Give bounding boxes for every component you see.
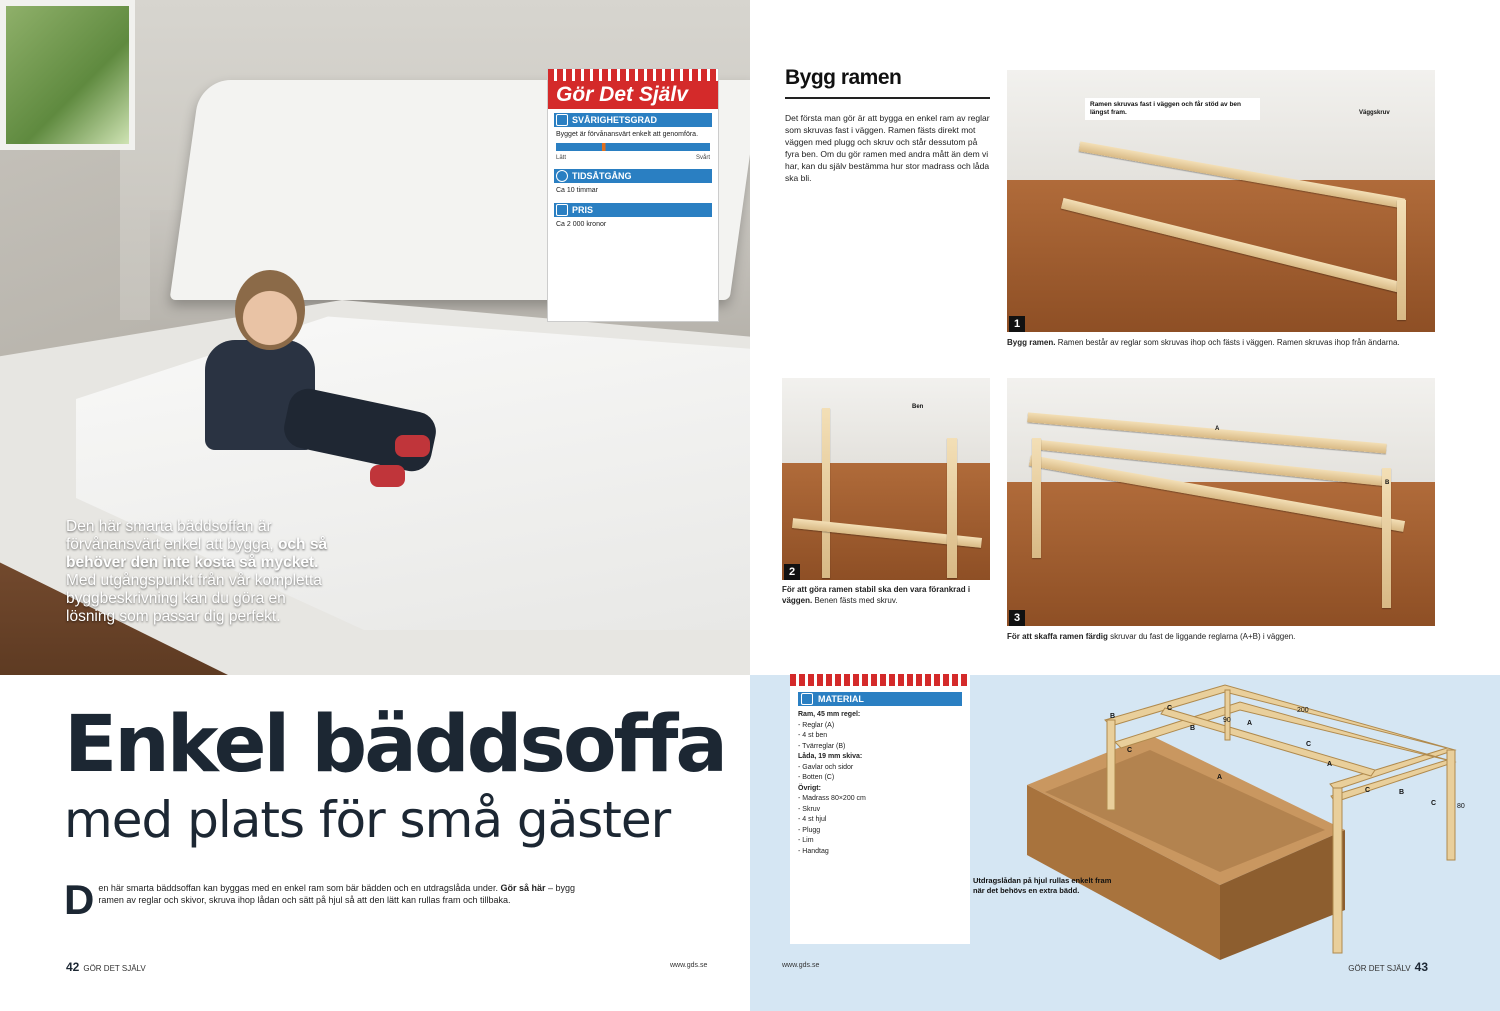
diagram-part-label: A bbox=[1217, 774, 1223, 781]
badge-stripe bbox=[548, 69, 718, 81]
clock-icon bbox=[556, 170, 568, 182]
photo2-caption: För att göra ramen stabil ska den vara förankrad i väggen. Benen fästs med skruv. bbox=[782, 585, 971, 605]
article-title: Enkel bäddsoffa bbox=[64, 700, 726, 790]
footer-url-right: www.gds.se bbox=[782, 962, 820, 969]
materials-item: - Gavlar och sidor bbox=[798, 763, 854, 771]
materials-item: - Handtag bbox=[798, 847, 829, 855]
materials-item: Ram, 45 mm regel: bbox=[798, 711, 861, 718]
diagram-part-label: C bbox=[1167, 705, 1173, 712]
diagram-part-label: C bbox=[1306, 741, 1312, 748]
dropcap: D bbox=[64, 876, 95, 923]
materials-list bbox=[798, 710, 962, 857]
footer-left bbox=[66, 960, 146, 974]
right-page bbox=[750, 0, 1500, 1011]
magazine-logo: Gör Det Själv bbox=[548, 81, 718, 109]
photo1-callout: Ramen skruvas fast i väggen och får stöd av ben längst fram. bbox=[1085, 98, 1260, 120]
diagram-part-label: A bbox=[1327, 761, 1333, 768]
materials-item: - Plugg bbox=[798, 826, 821, 834]
diagram-dimension: 90 bbox=[1223, 717, 1231, 724]
diagram-part-label: B bbox=[1190, 725, 1196, 732]
info-badge bbox=[547, 68, 719, 322]
section-rule bbox=[785, 97, 990, 99]
frame-diagram bbox=[1015, 680, 1485, 960]
diagram-part-label: C bbox=[1365, 787, 1371, 794]
price-value: Ca 2 000 kronor bbox=[556, 221, 607, 228]
hero-caption: Den här smarta bäddsoffan är förvånansvärt enkel att bygga, och så behöver den inte kosta så mycket. Med utgångspunkt från vår kompletta byggbeskrivning kan du göra en lösning som passar dig perfekt. bbox=[66, 518, 328, 625]
wallet-icon bbox=[556, 204, 568, 216]
step-photo-2 bbox=[782, 378, 990, 580]
photo3-tag-b: B bbox=[1385, 480, 1390, 486]
footer-url: www.gds.se bbox=[670, 962, 708, 969]
materials-item: Låda, 19 mm skiva: bbox=[798, 753, 863, 760]
section-text: Det första man gör är att bygga en enkel ram av reglar som skruvas fast i väggen. Ramen fästs direkt mot väggen med plugg och skruv och står dessutom på fyra ben. Om du gör ramen med andra mått än dem vi har, kan du själv bestämma hur stor madrass och låda ska bli. bbox=[785, 113, 990, 183]
materials-item: - Skruv bbox=[798, 805, 821, 813]
diagram-note: Utdragslådan på hjul rullas enkelt fram när det behövs en extra bädd. bbox=[973, 876, 1112, 895]
diagram-dimension: 80 bbox=[1457, 803, 1465, 810]
diagram-part-label: B bbox=[1399, 789, 1405, 796]
photo1-tag: Väggskruv bbox=[1359, 110, 1390, 116]
scale-low-label: Lätt bbox=[556, 155, 567, 161]
step-number-1: 1 bbox=[1009, 316, 1025, 332]
difficulty-scale bbox=[556, 143, 710, 151]
photo-child bbox=[195, 270, 445, 500]
materials-item: - Tvärreglar (B) bbox=[798, 742, 846, 750]
time-heading: TIDSÅTGÅNG bbox=[554, 169, 712, 183]
article-subtitle: med plats för små gäster bbox=[64, 791, 671, 849]
photo-window bbox=[0, 0, 135, 150]
step-photo-1 bbox=[1007, 70, 1435, 332]
diagram-part-label: A bbox=[1247, 720, 1253, 727]
step-number-3: 3 bbox=[1009, 610, 1025, 626]
photo2-tag: Ben bbox=[912, 404, 924, 410]
materials-item: - Lim bbox=[798, 837, 814, 844]
footer-right bbox=[1348, 960, 1428, 974]
materials-item: - 4 st ben bbox=[798, 732, 828, 739]
difficulty-text: Bygget är förvånansvärt enkelt att genomföra. bbox=[556, 131, 699, 138]
tools-icon bbox=[556, 114, 568, 126]
materials-box bbox=[790, 674, 970, 944]
section-title: Bygg ramen bbox=[785, 66, 902, 89]
materials-item: - Botten (C) bbox=[798, 774, 835, 781]
diagram-dimension: 200 bbox=[1297, 707, 1309, 714]
diagram-part-label: C bbox=[1127, 747, 1133, 754]
footer-magazine: GÖR DET SJÄLV bbox=[83, 964, 146, 973]
materials-item: Övrigt: bbox=[798, 784, 821, 792]
step-number-2: 2 bbox=[784, 564, 800, 580]
price-heading: PRIS bbox=[554, 203, 712, 217]
list-icon bbox=[801, 693, 813, 705]
photo3-caption: För att skaffa ramen färdig skruvar du fast de liggande reglarna (A+B) i väggen. bbox=[1007, 632, 1296, 641]
materials-item: - 4 st hjul bbox=[798, 816, 827, 823]
time-value: Ca 10 timmar bbox=[556, 187, 599, 194]
page-number-right: 43 bbox=[1414, 960, 1428, 974]
materials-item: - Reglar (A) bbox=[798, 721, 835, 729]
photo3-tag-a: A bbox=[1215, 426, 1220, 432]
diagram-part-label: B bbox=[1110, 713, 1116, 720]
diagram-part-label: C bbox=[1431, 800, 1437, 807]
page-number: 42 bbox=[66, 960, 80, 974]
photo1-caption: Bygg ramen. Ramen består av reglar som skruvas ihop och fästs i väggen. Ramen skruvas ihop från ändarna. bbox=[1007, 338, 1400, 347]
step-photo-3 bbox=[1007, 378, 1435, 626]
materials-heading: MATERIAL bbox=[798, 692, 962, 706]
footer-magazine-right: GÖR DET SJÄLV bbox=[1348, 964, 1411, 973]
materials-item: - Madrass 80×200 cm bbox=[798, 795, 866, 802]
difficulty-heading: SVÅRIGHETSGRAD bbox=[554, 113, 712, 127]
article-intro: Den här smarta bäddsoffan kan byggas med en enkel ram som bär bädden och en utdragslåda under. Gör så här – bygg ramen av reglar och skivor, skruva ihop lådan och sätt på hjul så att den lätt kan rullas fram och tillbaka. bbox=[64, 876, 576, 923]
scale-high-label: Svårt bbox=[695, 155, 710, 161]
